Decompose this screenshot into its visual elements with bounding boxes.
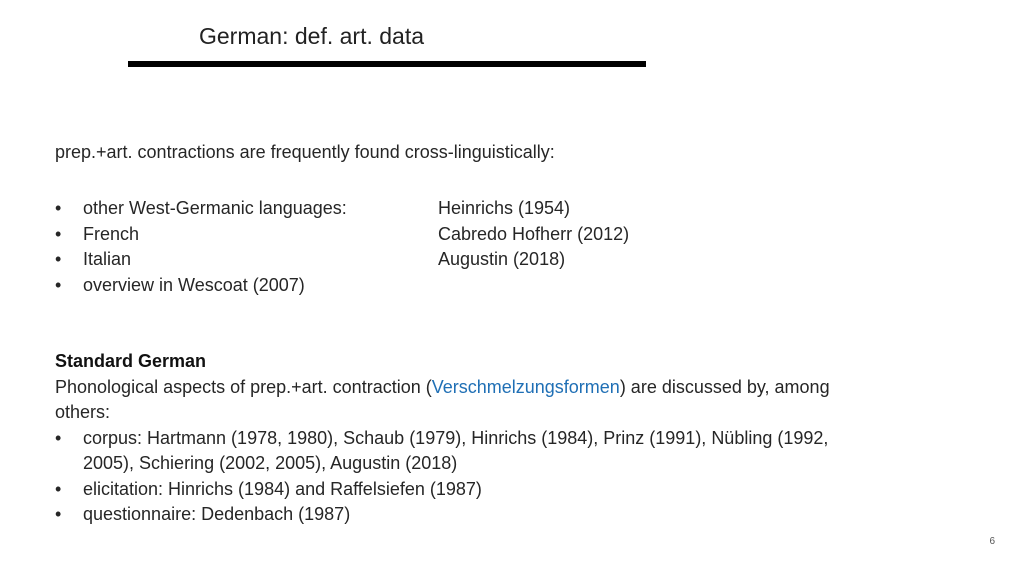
intro-text: prep.+art. contractions are frequently found cross-linguistically:	[55, 142, 555, 162]
page-number: 6	[989, 536, 995, 547]
language-label: Italian	[83, 249, 132, 269]
source-text: questionnaire: Dedenbach (1987)	[83, 504, 351, 524]
section-heading: Standard German	[55, 351, 207, 371]
verschmelzungsformen-link[interactable]: Verschmelzungsformen	[431, 376, 620, 397]
standard-german-section	[55, 349, 855, 528]
paragraph-text-end: ) are discussed by, among others:	[55, 376, 830, 422]
language-reference: Augustin (2018)	[438, 249, 566, 269]
list-item	[55, 477, 855, 503]
bullet: •	[55, 478, 62, 499]
language-reference: Heinrichs (1954)	[438, 198, 571, 218]
bullet: •	[55, 274, 62, 295]
bullet: •	[55, 223, 62, 244]
language-label: other West-Germanic languages:	[83, 198, 347, 218]
list-item	[55, 502, 855, 528]
slide-title: German: def. art. data	[199, 23, 425, 49]
list-item	[55, 273, 675, 299]
section-paragraph	[55, 375, 855, 426]
bullet: •	[55, 504, 62, 524]
list-item	[55, 222, 675, 248]
list-item	[55, 247, 675, 273]
source-text: elicitation: Hinrichs (1984) and Raffelsiefen (1987)	[83, 478, 482, 499]
bullet: •	[55, 427, 62, 448]
bullet: •	[55, 249, 62, 269]
language-label: overview in Wescoat (2007)	[83, 274, 305, 295]
title-underline	[128, 61, 646, 67]
paragraph-text-start: Phonological aspects of prep.+art. contraction (	[55, 376, 432, 397]
list-item	[55, 196, 675, 222]
source-text: corpus: Hartmann (1978, 1980), Schaub (1979), Hinrichs (1984), Prinz (1991), Nübling (1992, 2005), Schiering (2002, 2005), Augustin (2018)	[83, 427, 829, 473]
language-label: French	[83, 223, 140, 244]
language-list	[55, 196, 675, 298]
source-list	[55, 426, 855, 528]
bullet: •	[55, 198, 62, 218]
list-item	[55, 426, 855, 477]
language-reference: Cabredo Hofherr (2012)	[438, 223, 630, 244]
